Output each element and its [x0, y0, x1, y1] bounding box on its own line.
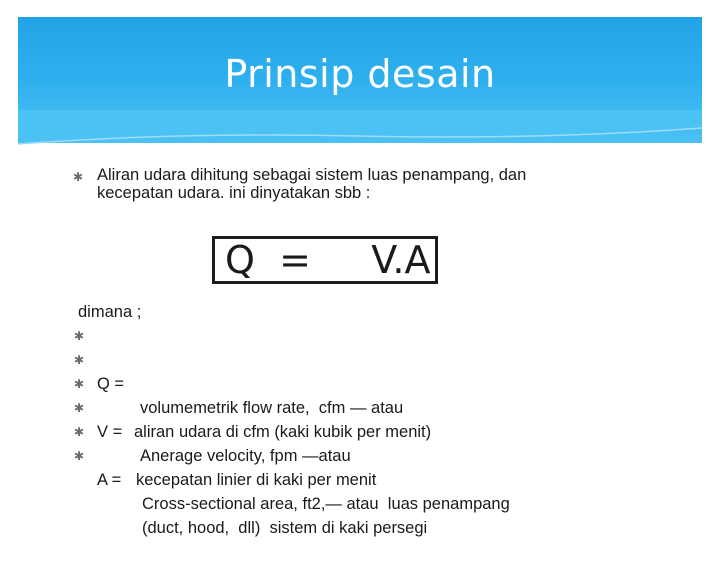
definition-term: V = — [97, 423, 123, 441]
definition-desc: Anerage velocity, fpm —atau — [140, 447, 351, 465]
banner-wave-decoration — [18, 110, 702, 150]
asterisk-bullet-icon: ✱ — [73, 170, 84, 184]
formula-text: Q = V.A — [225, 238, 431, 282]
definition-desc: aliran udara di cfm (kaki kubik per menit) — [134, 423, 432, 441]
definition-row — [74, 324, 638, 417]
asterisk-bullet-icon: ✱ — [74, 425, 85, 439]
asterisk-bullet-icon: ✱ — [74, 377, 85, 391]
intro-line-1: Aliran udara dihitung sebagai sistem luas penampang, dan — [97, 166, 527, 184]
definition-term: A = — [97, 471, 122, 489]
slide-title: Prinsip desain — [224, 52, 496, 96]
asterisk-bullet-icon: ✱ — [74, 329, 85, 343]
definitions-block — [74, 300, 638, 537]
intro-bullet — [73, 166, 618, 202]
intro-line-2: kecepatan udara. ini dinyatakan sbb : — [97, 184, 371, 202]
definition-desc: kecepatan linier di kaki per menit — [136, 471, 377, 489]
asterisk-bullet-icon: ✱ — [74, 449, 85, 463]
definition-desc: Cross-sectional area, ft2,— atau luas penampang — [142, 495, 510, 513]
definition-desc: volumemetrik flow rate, cfm — atau — [140, 399, 404, 417]
definition-term: Q = — [97, 375, 125, 393]
definitions-heading: dimana ; — [78, 303, 142, 321]
asterisk-bullet-icon: ✱ — [74, 401, 85, 415]
definition-desc: (duct, hood, dll) sistem di kaki persegi — [142, 519, 428, 537]
asterisk-bullet-icon: ✱ — [74, 353, 85, 367]
formula-box — [212, 236, 438, 284]
